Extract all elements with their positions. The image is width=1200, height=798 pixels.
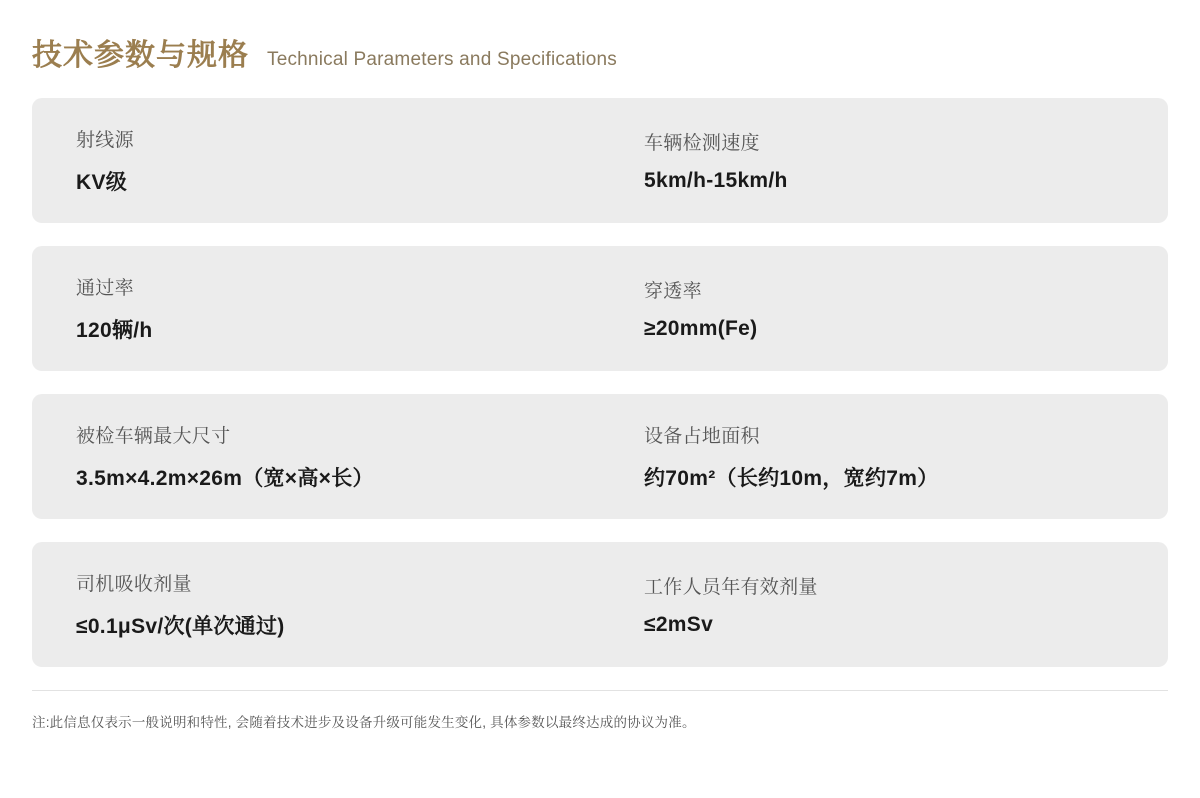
footer-divider — [32, 690, 1168, 691]
spec-label: 被检车辆最大尺寸 — [76, 426, 231, 447]
footer-note: 注:此信息仅表示一般说明和特性, 会随着技术进步及设备升级可能发生变化, 具体参数以最终达成的协议为准。 — [32, 715, 696, 730]
spec-cell — [76, 421, 600, 492]
spec-label: 司机吸收剂量 — [76, 574, 192, 595]
spec-value: KV级 — [76, 171, 128, 194]
page-title-cn: 技术参数与规格 — [32, 39, 249, 72]
spec-value: 3.5m×4.2m×26m（宽×高×长） — [76, 467, 374, 490]
spec-value: 5km/h-15km/h — [644, 169, 788, 192]
spec-value: ≤0.1μSv/次(单次通过) — [76, 615, 285, 638]
spec-value: 约70m²（长约10m，宽约7m） — [644, 467, 939, 490]
spec-row — [32, 98, 1168, 223]
spec-row — [32, 246, 1168, 371]
spec-cell — [600, 421, 1124, 492]
spec-label: 通过率 — [76, 278, 134, 299]
spec-label: 工作人员年有效剂量 — [644, 577, 818, 598]
spec-label: 设备占地面积 — [644, 426, 760, 447]
spec-list — [32, 98, 1168, 667]
spec-row — [32, 542, 1168, 667]
spec-value: 120辆/h — [76, 319, 153, 342]
spec-label: 射线源 — [76, 130, 134, 151]
spec-cell — [600, 128, 1124, 193]
spec-cell — [76, 569, 600, 640]
spec-label: 穿透率 — [644, 281, 702, 302]
spec-cell — [600, 572, 1124, 637]
spec-cell — [76, 273, 600, 344]
spec-label: 车辆检测速度 — [644, 133, 760, 154]
page-header — [32, 0, 1168, 74]
spec-value: ≥20mm(Fe) — [644, 317, 758, 340]
page-title-en: Technical Parameters and Specifications — [267, 49, 617, 70]
spec-value: ≤2mSv — [644, 613, 714, 636]
spec-cell — [600, 276, 1124, 341]
spec-row — [32, 394, 1168, 519]
spec-cell — [76, 125, 600, 196]
